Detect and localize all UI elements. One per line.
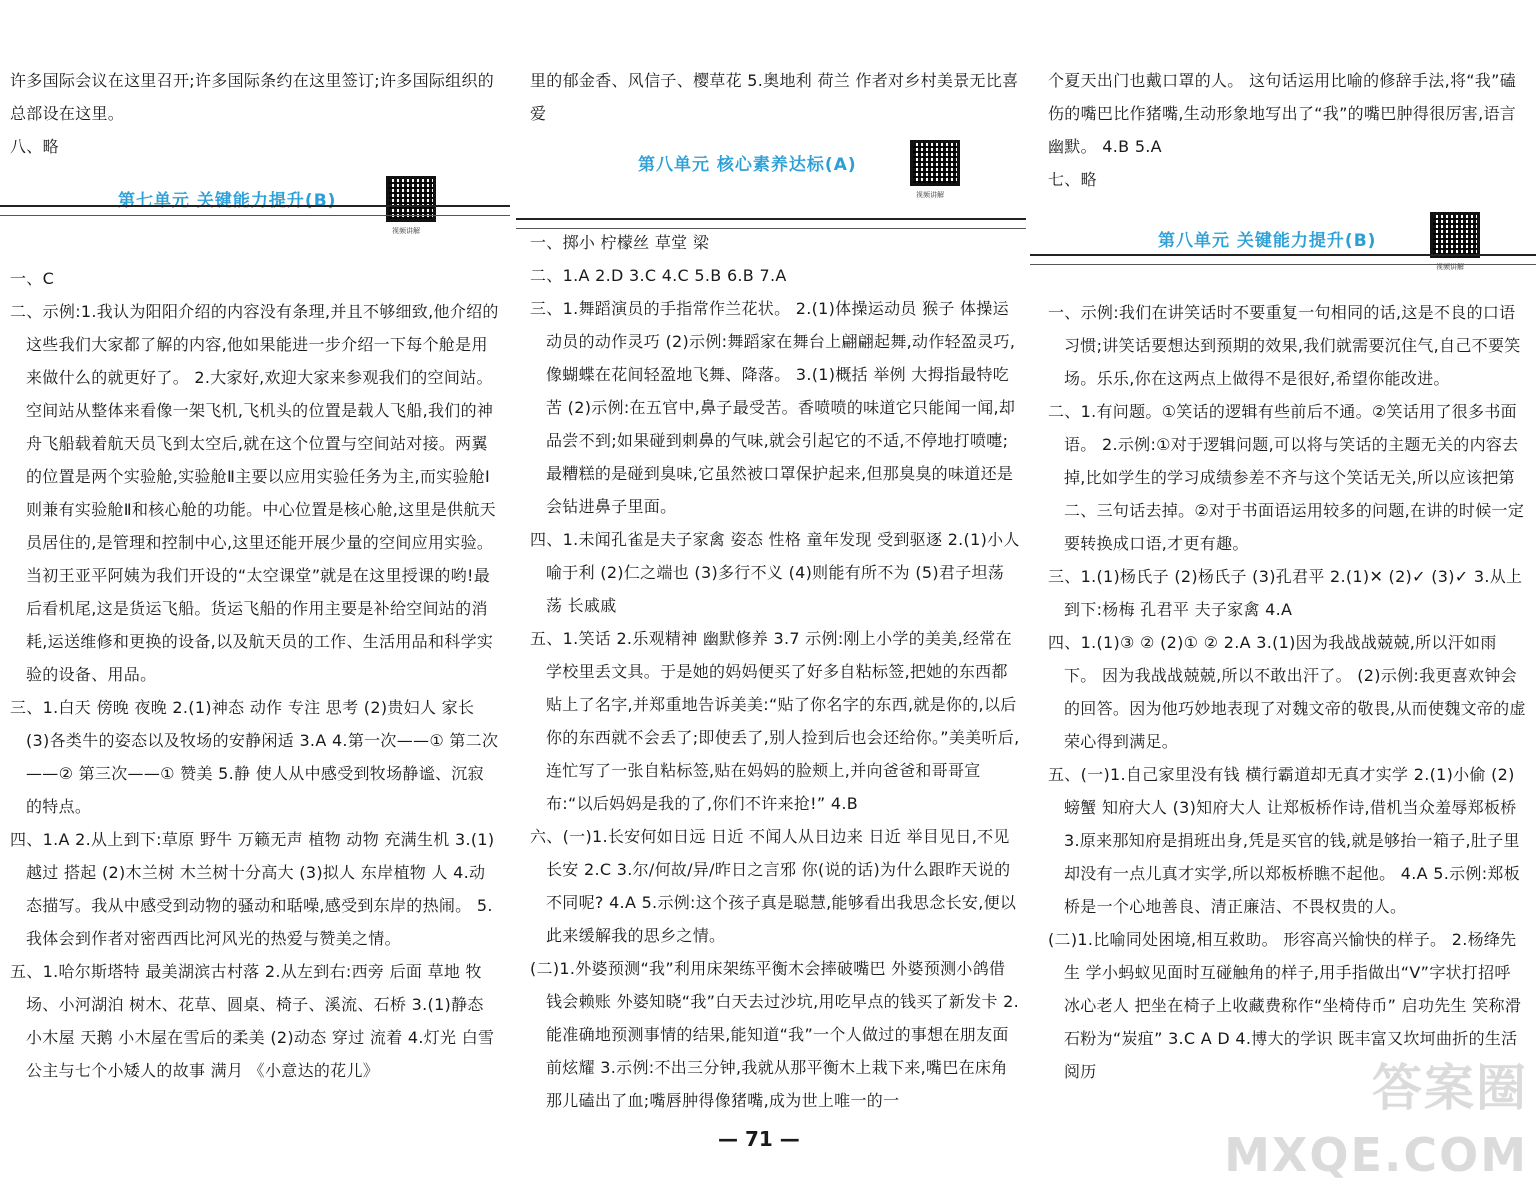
answer-item: 一、示例:我们在讲笑话时不要重复一句相同的话,这是不良的口语习惯;讲笑话要想达到预期的效果,我们就需要沉住气,自己不要笑场。乐乐,你在这两点上做得不是很好,希望你能改进。 bbox=[1048, 303, 1521, 388]
paragraph: 个夏天出门也戴口罩的人。 这句话运用比喻的修辞手法,将“我”磕伤的嘴巴比作猪嘴,生动形象地写出了“我”的嘴巴肿得很厉害,语言幽默。 4.B 5.A bbox=[1048, 71, 1517, 156]
section-heading: 第七单元 关键能力提升(B) bbox=[118, 191, 337, 211]
watermark-logo: 答案圈 bbox=[1372, 1059, 1528, 1117]
answer-item: 四、1.(1)③ ② (2)① ② 2.A 3.(1)因为我战战兢兢,所以汗如雨下。 因为我战战兢兢,所以不敢出汗了。 (2)示例:我更喜欢钟会的回答。因为他巧妙地表现了对魏文帝的敬畏,从而使魏文帝的虚荣心得到满足。 bbox=[1048, 633, 1526, 751]
answer-item: (二)1.比喻同处困境,相互救助。 形容高兴愉快的样子。 2.杨绛先生 学小蚂蚁见面时互碰触角的样子,用手指做出“V”字状打招呼 冰心老人 把坐在椅子上收藏费称作“坐椅侍币” 启功先生 笑称滑石粉为“炭疽” 3.C A D 4.博大的学识 既丰富又坎坷曲折的生活阅历 bbox=[1048, 930, 1522, 1081]
qr-code-icon[interactable] bbox=[910, 140, 960, 186]
qr-label: 视频讲解 bbox=[392, 227, 420, 235]
paragraph: 八、略 bbox=[10, 137, 59, 156]
answer-item: 二、1.A 2.D 3.C 4.C 5.B 6.B 7.A bbox=[530, 266, 787, 285]
answer-item: 五、(一)1.自己家里没有钱 横行霸道却无真才实学 2.(1)小偷 (2)螃蟹 知府大人 (3)知府大人 让郑板桥作诗,借机当众羞辱郑板桥 3.原来那知府是捐班出身,凭是买官的钱,就是够抬一箱子,肚子里却没有一点儿真才实学,所以郑板桥瞧不起他。 4.A 5.示例:郑板桥是一个心地善良、清正廉洁、不畏权贵的人。 bbox=[1048, 765, 1521, 916]
answer-item: 二、1.有问题。①笑话的逻辑有些前后不通。②笑话用了很多书面语。 2.示例:①对于逻辑问题,可以将与笑话的主题无关的内容去掉,比如学生的学习成绩参差不齐与这个笑话无关,所以应该把第二、三句话去掉。②对于书面语运用较多的问题,在讲的时候一定要转换成口语,才更有趣。 bbox=[1048, 402, 1525, 553]
watermark-url: MXQE.COM bbox=[1224, 1128, 1528, 1182]
column-middle-body bbox=[530, 226, 1020, 1117]
paragraph: 七、略 bbox=[1048, 170, 1097, 189]
section-heading: 第八单元 核心素养达标(A) bbox=[638, 155, 857, 175]
answer-item: 三、1.(1)杨氏子 (2)杨氏子 (3)孔君平 2.(1)✕ (2)✓ (3)✓ 3.从上到下:杨梅 孔君平 夫子家禽 4.A bbox=[1048, 567, 1523, 619]
answer-item: 四、1.A 2.从上到下:草原 野牛 万籁无声 植物 动物 充满生机 3.(1)越过 搭起 (2)木兰树 木兰树十分高大 (3)拟人 东岸植物 人 4.动态描写。我从中感受到动物的骚动和聒噪,感受到东岸的热闹。 5.我体会到作者对密西西比河风光的热爱与赞美之情。 bbox=[10, 830, 495, 948]
answer-item: (二)1.外婆预测“我”利用床架练平衡木会摔破嘴巴 外婆预测小鸽借钱会赖账 外婆知晓“我”白天去过沙坑,用吃早点的钱买了新发卡 2.能准确地预测事情的结果,能知道“我”一个人做过的事想在朋友面前炫耀 3.示例:不出三分钟,我就从那平衡木上栽下来,嘴巴在床角那儿磕出了血;嘴唇肿得像猪嘴,成为世上唯一的一 bbox=[530, 959, 1020, 1110]
answer-item: 六、(一)1.长安何如日远 日近 不闻人从日边来 日近 举目见日,不见长安 2.C 3.尔/何故/异/昨日之言邪 你(说的话)为什么跟昨天说的不同呢? 4.A 5.示例:这个孩子真是聪慧,能够看出我思念长安,便以此来缓解我的思乡之情。 bbox=[530, 827, 1017, 945]
column-left bbox=[10, 64, 500, 163]
page-number: — 71 — bbox=[718, 1127, 800, 1151]
answer-item: 三、1.舞蹈演员的手指常作兰花状。 2.(1)体操运动员 猴子 体操运动员的动作灵巧 (2)示例:舞蹈家在舞台上翩翩起舞,动作轻盈灵巧,像蝴蝶在花间轻盈地飞舞、降落。 3.(1)概括 举例 大拇指最特吃苦 (2)示例:在五官中,鼻子最受苦。香喷喷的味道它只能闻一闻,却品尝不到;如果碰到刺鼻的气味,就会引起它的不适,不停地打喷嚏;最糟糕的是碰到臭味,它虽然被口罩保护起来,但那臭臭的味道还是会钻进鼻子里面。 bbox=[530, 299, 1016, 516]
answer-item: 五、1.笑话 2.乐观精神 幽默修养 3.7 示例:刚上小学的美美,经常在学校里丢文具。于是她的妈妈便买了好多自粘标签,把她的东西都贴上了名字,并郑重地告诉美美:“贴了你名字的东西,就是你的,以后你的东西就不会丢了;即使丢了,别人捡到后也会还给你。”美美听后,连忙写了一张自粘标签,贴在妈妈的脸颊上,并向爸爸和哥哥宣布:“以后妈妈是我的了,你们不许来抢!” 4.B bbox=[530, 629, 1020, 813]
qr-code-icon[interactable] bbox=[1430, 212, 1480, 258]
answer-item: 五、1.哈尔斯塔特 最美湖滨古村落 2.从左到右:西旁 后面 草地 牧场、小河湖泊 树木、花草、圆桌、椅子、溪流、石桥 3.(1)静态 小木屋 天鹅 小木屋在雪后的柔美 (2)动态 穿过 流着 4.灯光 白雪公主与七个小矮人的故事 满月 《小意达的花儿》 bbox=[10, 962, 495, 1080]
paragraph: 许多国际会议在这里召开;许多国际条约在这里签订;许多国际组织的总部设在这里。 bbox=[10, 71, 495, 123]
divider bbox=[0, 205, 510, 207]
column-middle bbox=[530, 64, 1020, 130]
column-right-body bbox=[1048, 296, 1528, 1088]
answer-item: 一、C bbox=[10, 269, 55, 288]
paragraph: 里的郁金香、风信子、樱草花 5.奥地利 荷兰 作者对乡村美景无比喜爱 bbox=[530, 71, 1019, 123]
column-right bbox=[1048, 64, 1528, 196]
section-heading: 第八单元 关键能力提升(B) bbox=[1158, 231, 1377, 251]
answer-item: 二、示例:1.我认为阳阳介绍的内容没有条理,并且不够细致,他介绍的这些我们大家都了解的内容,他如果能进一步介绍一下每个舱是用来做什么的就更好了。 2.大家好,欢迎大家来参观我们的空间站。空间站从整体来看像一架飞机,飞机头的位置是载人飞船,我们的神舟飞船载着航天员飞到太空后,就在这个位置与空间站对接。两翼的位置是两个实验舱,实验舱Ⅱ主要以应用实验任务为主,而实验舱Ⅰ则兼有实验舱Ⅱ和核心舱的功能。中心位置是核心舱,这里是供航天员居住的,是管理和控制中心,这里还能开展少量的空间应用实验。当初王亚平阿姨为我们开设的“太空课堂”就是在这里授课的哟!最后看机尾,这是货运飞船。货运飞船的作用主要是补给空间站的消耗,运送维修和更换的设备,以及航天员的工作、生活用品和科学实验的设备、用品。 bbox=[10, 302, 499, 684]
answer-item: 四、1.未闻孔雀是夫子家禽 姿态 性格 童年发现 受到驱逐 2.(1)小人喻于利 (2)仁之端也 (3)多行不义 (4)则能有所不为 (5)君子坦荡荡 长戚戚 bbox=[530, 530, 1020, 615]
column-left-body bbox=[10, 262, 500, 1087]
answer-item: 三、1.白天 傍晚 夜晚 2.(1)神态 动作 专注 思考 (2)贵妇人 家长 (3)各类牛的姿态以及牧场的安静闲适 3.A 4.第一次——① 第二次——② 第三次——① 赞美 5.静 使人从中感受到牧场静谧、沉寂的特点。 bbox=[10, 698, 499, 816]
divider bbox=[0, 215, 510, 216]
qr-label: 视频讲解 bbox=[916, 191, 944, 199]
qr-label: 视频讲解 bbox=[1436, 263, 1464, 271]
divider bbox=[1030, 254, 1536, 256]
divider bbox=[516, 218, 1026, 220]
answer-item: 一、掷小 柠檬丝 草堂 梁 bbox=[530, 233, 710, 252]
divider bbox=[1030, 264, 1536, 265]
